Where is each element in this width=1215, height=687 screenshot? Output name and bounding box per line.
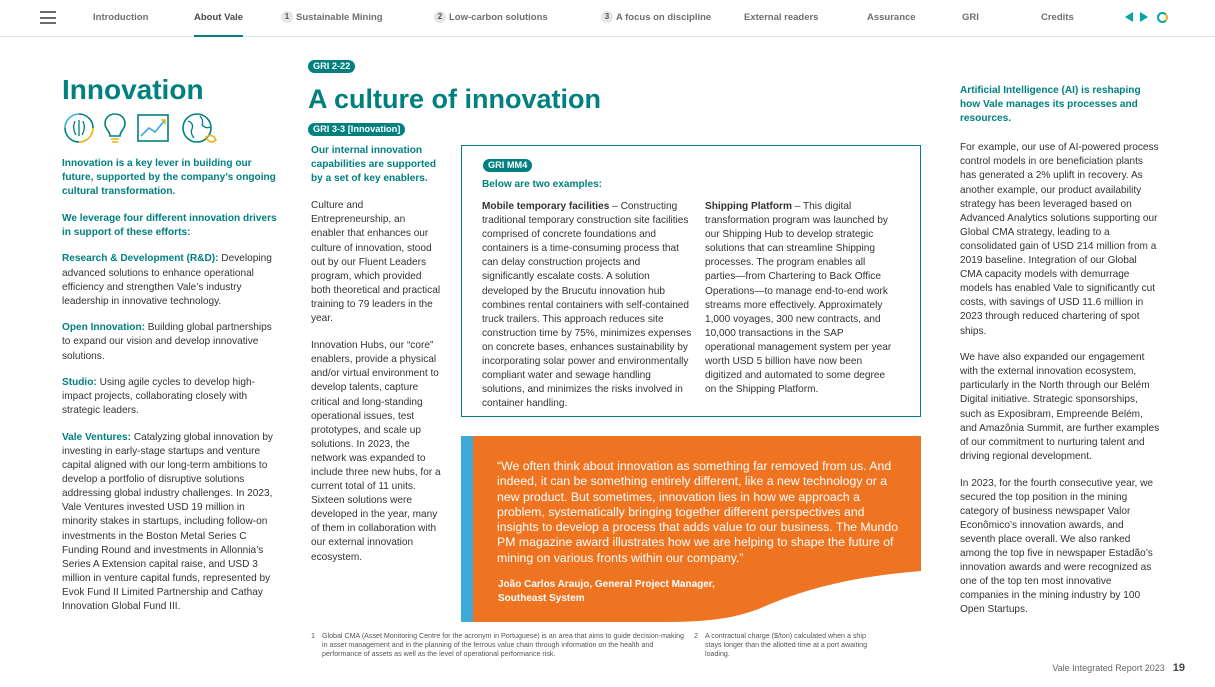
example-mobile-facilities	[482, 200, 695, 411]
nav-sustainable-mining[interactable]	[281, 0, 383, 37]
driver-label: Vale Ventures:	[62, 431, 132, 443]
driver-text: Catalyzing global innovation by investing in early-stage startups and venture capital aligned with our long-term ambitions to develop a portfolio of disruptive solutions addressing global industry challenges. In 2023, Vale Ventures invested USD 19 million in minority stakes in startups, including follow-on investments in the Boston Metal Series C Funding Round and investments in Allonnia’s Series A Extension capital raise, and USD 3 million in venture capital funds, represented by Evok Fund II Limited Partnership and Cathay Innovation Global Fund III.	[62, 431, 273, 613]
nav-label: External readers	[744, 12, 819, 23]
quote-author	[498, 578, 715, 606]
title-bold: innovation	[464, 84, 602, 114]
middle-paragraph-1: Culture and Entrepreneurship, an enabler that enhances our culture of innovation, stood out by our Fluent Leaders program, which provided both theoretical and practical training to 79 leaders in the year.	[311, 200, 441, 325]
right-lead: Artificial Intelligence (AI) is reshaping how Vale manages its processes and resources.	[960, 85, 1141, 125]
left-column	[62, 157, 282, 627]
middle-paragraph-2: Innovation Hubs, our “core” enablers, provide a physical and/or virtual environment to develop talents, capture critical and long-standing operational issues, test prototypes, and scale up solutions. In 2023, the network was expanded to include three new hubs, for a current total of 11 units. Sixteen solutions were developed in the year, many of them in collaboration with our external innovation ecosystem.	[311, 340, 441, 563]
footnote-number: 1	[311, 632, 315, 640]
page-footer	[1052, 662, 1185, 674]
menu-icon[interactable]	[40, 11, 56, 24]
right-paragraph-1: For example, our use of AI-powered process control models in ore beneficiation plants has generated a 2% uplift in recovery. As another example, our product availability strategy has been leveraged based on Advanced Analytics solutions supporting our Global CMA strategy, leading to a consolidated gain of USD 214 million from a 2019 baseline. Integration of our Global CMA capacity models with demurrage models has enabled Vale to significantly cut costs, with savings of USD 11.6 million in 2023 through reduced chartering of spot ships.	[960, 142, 1159, 337]
section-title: Innovation	[62, 74, 204, 105]
nav-label: About Vale	[194, 12, 244, 23]
examples-box	[461, 145, 921, 417]
nav-external-readers[interactable]	[744, 0, 818, 37]
top-navigation	[0, 0, 1215, 37]
gri-tag-mm4: GRI MM4	[483, 159, 532, 172]
examples-intro: Below are two examples:	[482, 179, 603, 190]
nav-label: Introduction	[93, 12, 149, 23]
nav-label: A focus on discipline	[616, 12, 712, 23]
driver-text: Developing advanced solutions to enhance operational efficiency and strengthen Vale’s industry leadership in innovative technology.	[62, 253, 272, 307]
next-page-icon[interactable]	[1140, 12, 1152, 24]
home-circle-icon[interactable]	[1157, 12, 1169, 24]
nav-introduction[interactable]	[93, 0, 148, 37]
quote-author-name: João Carlos Araujo, General Project Manager,	[498, 579, 715, 590]
example-text: – Constructing traditional temporary construction site facilities comprised of concrete foundations and containers is a time-consuming process that can delay construction projects and significantly escalate costs. A solution developed by the Brucutu innovation hub combines rental containers with self-contained truck trailers. This approach reduces site construction time by 75%, minimizes expenses on concrete bases, enhances sustainability by incorporating solar power and environmentally compliant water and sewage handling solutions, and minimizes the risks involved in container handling.	[482, 201, 692, 410]
quote-text: “We often think about innovation as something far removed from us. And indeed, it can be something entirely different, like a new technology or a new product. But sometimes, innovation lies in how we approach a problem, systematically bringing together different perspectives and insights to develop a process that adds value to our business. The Mundo PM magazine award illustrates how we are helping to shape the future of mining on various fronts within our company.”	[497, 459, 899, 565]
footnote-number: 2	[694, 632, 698, 640]
nav-number-badge: 2	[434, 11, 446, 23]
nav-label: Assurance	[867, 12, 916, 23]
example-text: – This digital transformation program was launched by our Shipping Hub to develop strategic solutions that can streamline Shipping processes. The program enables all parties—from Chartering to Back Office Operations—to manage end-to-end work streams more effectively. Approximately 1,000 voyages, 300 new contracts, and 10,000 transactions in the SAP operational management system per year worth USD 5 billion have now been digitized and automated to some degree on the Shipping Platform.	[705, 201, 892, 396]
nav-label: Sustainable Mining	[296, 12, 383, 23]
driver-text: Building global partnerships to expand our vision and develop innovative solutions.	[62, 322, 272, 362]
growth-chart-icon	[136, 111, 172, 145]
middle-lead: Our internal innovation capabilities are supported by a set of key enablers.	[311, 145, 437, 185]
nav-focus-on-discipline[interactable]	[601, 0, 711, 37]
driver-vale-ventures	[62, 431, 282, 614]
drivers-intro: We leverage four different innovation drivers in support of these efforts:	[62, 212, 277, 238]
lightbulb-icon	[102, 111, 128, 147]
title-plain: A culture of	[308, 84, 465, 114]
previous-page-icon[interactable]	[1125, 12, 1137, 24]
right-paragraph-2: We have also expanded our engagement with the external innovation ecosystem, particularly in the North through our Belém Digital initiative. Strategic sponsorships, such as Exposibram, Empreende Belém, and Amazônia Summit, are further examples of our commitment to nurturing talent and driving regional development.	[960, 352, 1160, 462]
nav-assurance[interactable]	[867, 0, 916, 37]
footnote-text: Global CMA (Asset Monitoring Centre for the acronym in Portuguese) is an area that aims to guide decision-making in asset management and in the planning of the ferrous value chain through information on the health and performance of assets as well as the level of operational performance risk.	[322, 632, 684, 658]
page-title	[308, 84, 601, 115]
gri-tag-3-3: GRI 3-3 [Innovation]	[308, 123, 405, 136]
driver-text: Using agile cycles to develop high-impact projects, collaborating closely with strategic leaders.	[62, 377, 255, 417]
nav-credits[interactable]	[1041, 0, 1074, 37]
right-column	[960, 84, 1160, 630]
nav-low-carbon-solutions[interactable]	[434, 0, 548, 37]
right-paragraph-3: In 2023, for the fourth consecutive year, we secured the top position in the mining category of business newspaper Valor Econômico’s innovation awards, and seventh place overall. We also ranked among the top five in newspaper Estadão’s innovation awards and were recognized as one of the top ten most innovative companies in the mining industry by 100 Open Startups.	[960, 477, 1154, 616]
nav-number-badge: 3	[601, 11, 613, 23]
driver-label: Open Innovation:	[62, 322, 145, 334]
report-name: Vale Integrated Report 2023	[1052, 663, 1165, 673]
driver-label: Research & Development (R&D):	[62, 253, 219, 265]
example-shipping-platform	[705, 200, 895, 397]
footnote-text: A contractual charge ($/ton) calculated when a ship stays longer than the allotted time at a port awaiting loading.	[705, 632, 868, 658]
quote-author-unit: Southeast System	[498, 593, 585, 604]
nav-label: Low-carbon solutions	[449, 12, 548, 23]
example-label: Shipping Platform	[705, 201, 792, 212]
globe-leaf-icon	[180, 111, 218, 147]
page-number: 19	[1172, 662, 1185, 674]
driver-label: Studio:	[62, 377, 97, 389]
middle-column	[311, 144, 441, 578]
gri-tag-2-22: GRI 2-22	[308, 60, 355, 73]
nav-gri[interactable]	[962, 0, 979, 37]
driver-studio	[62, 376, 282, 418]
innovation-cycle-icon	[62, 111, 96, 145]
driver-rd	[62, 252, 282, 308]
intro-paragraph: Innovation is a key lever in building our future, supported by the company’s ongoing cultural transformation.	[62, 158, 276, 198]
example-label: Mobile temporary facilities	[482, 201, 610, 212]
nav-label: GRI	[962, 12, 979, 23]
driver-open-innovation	[62, 321, 282, 363]
nav-label: Credits	[1041, 12, 1074, 23]
nav-about-vale[interactable]	[194, 0, 243, 37]
nav-number-badge: 1	[281, 11, 293, 23]
quote-box	[461, 436, 921, 622]
